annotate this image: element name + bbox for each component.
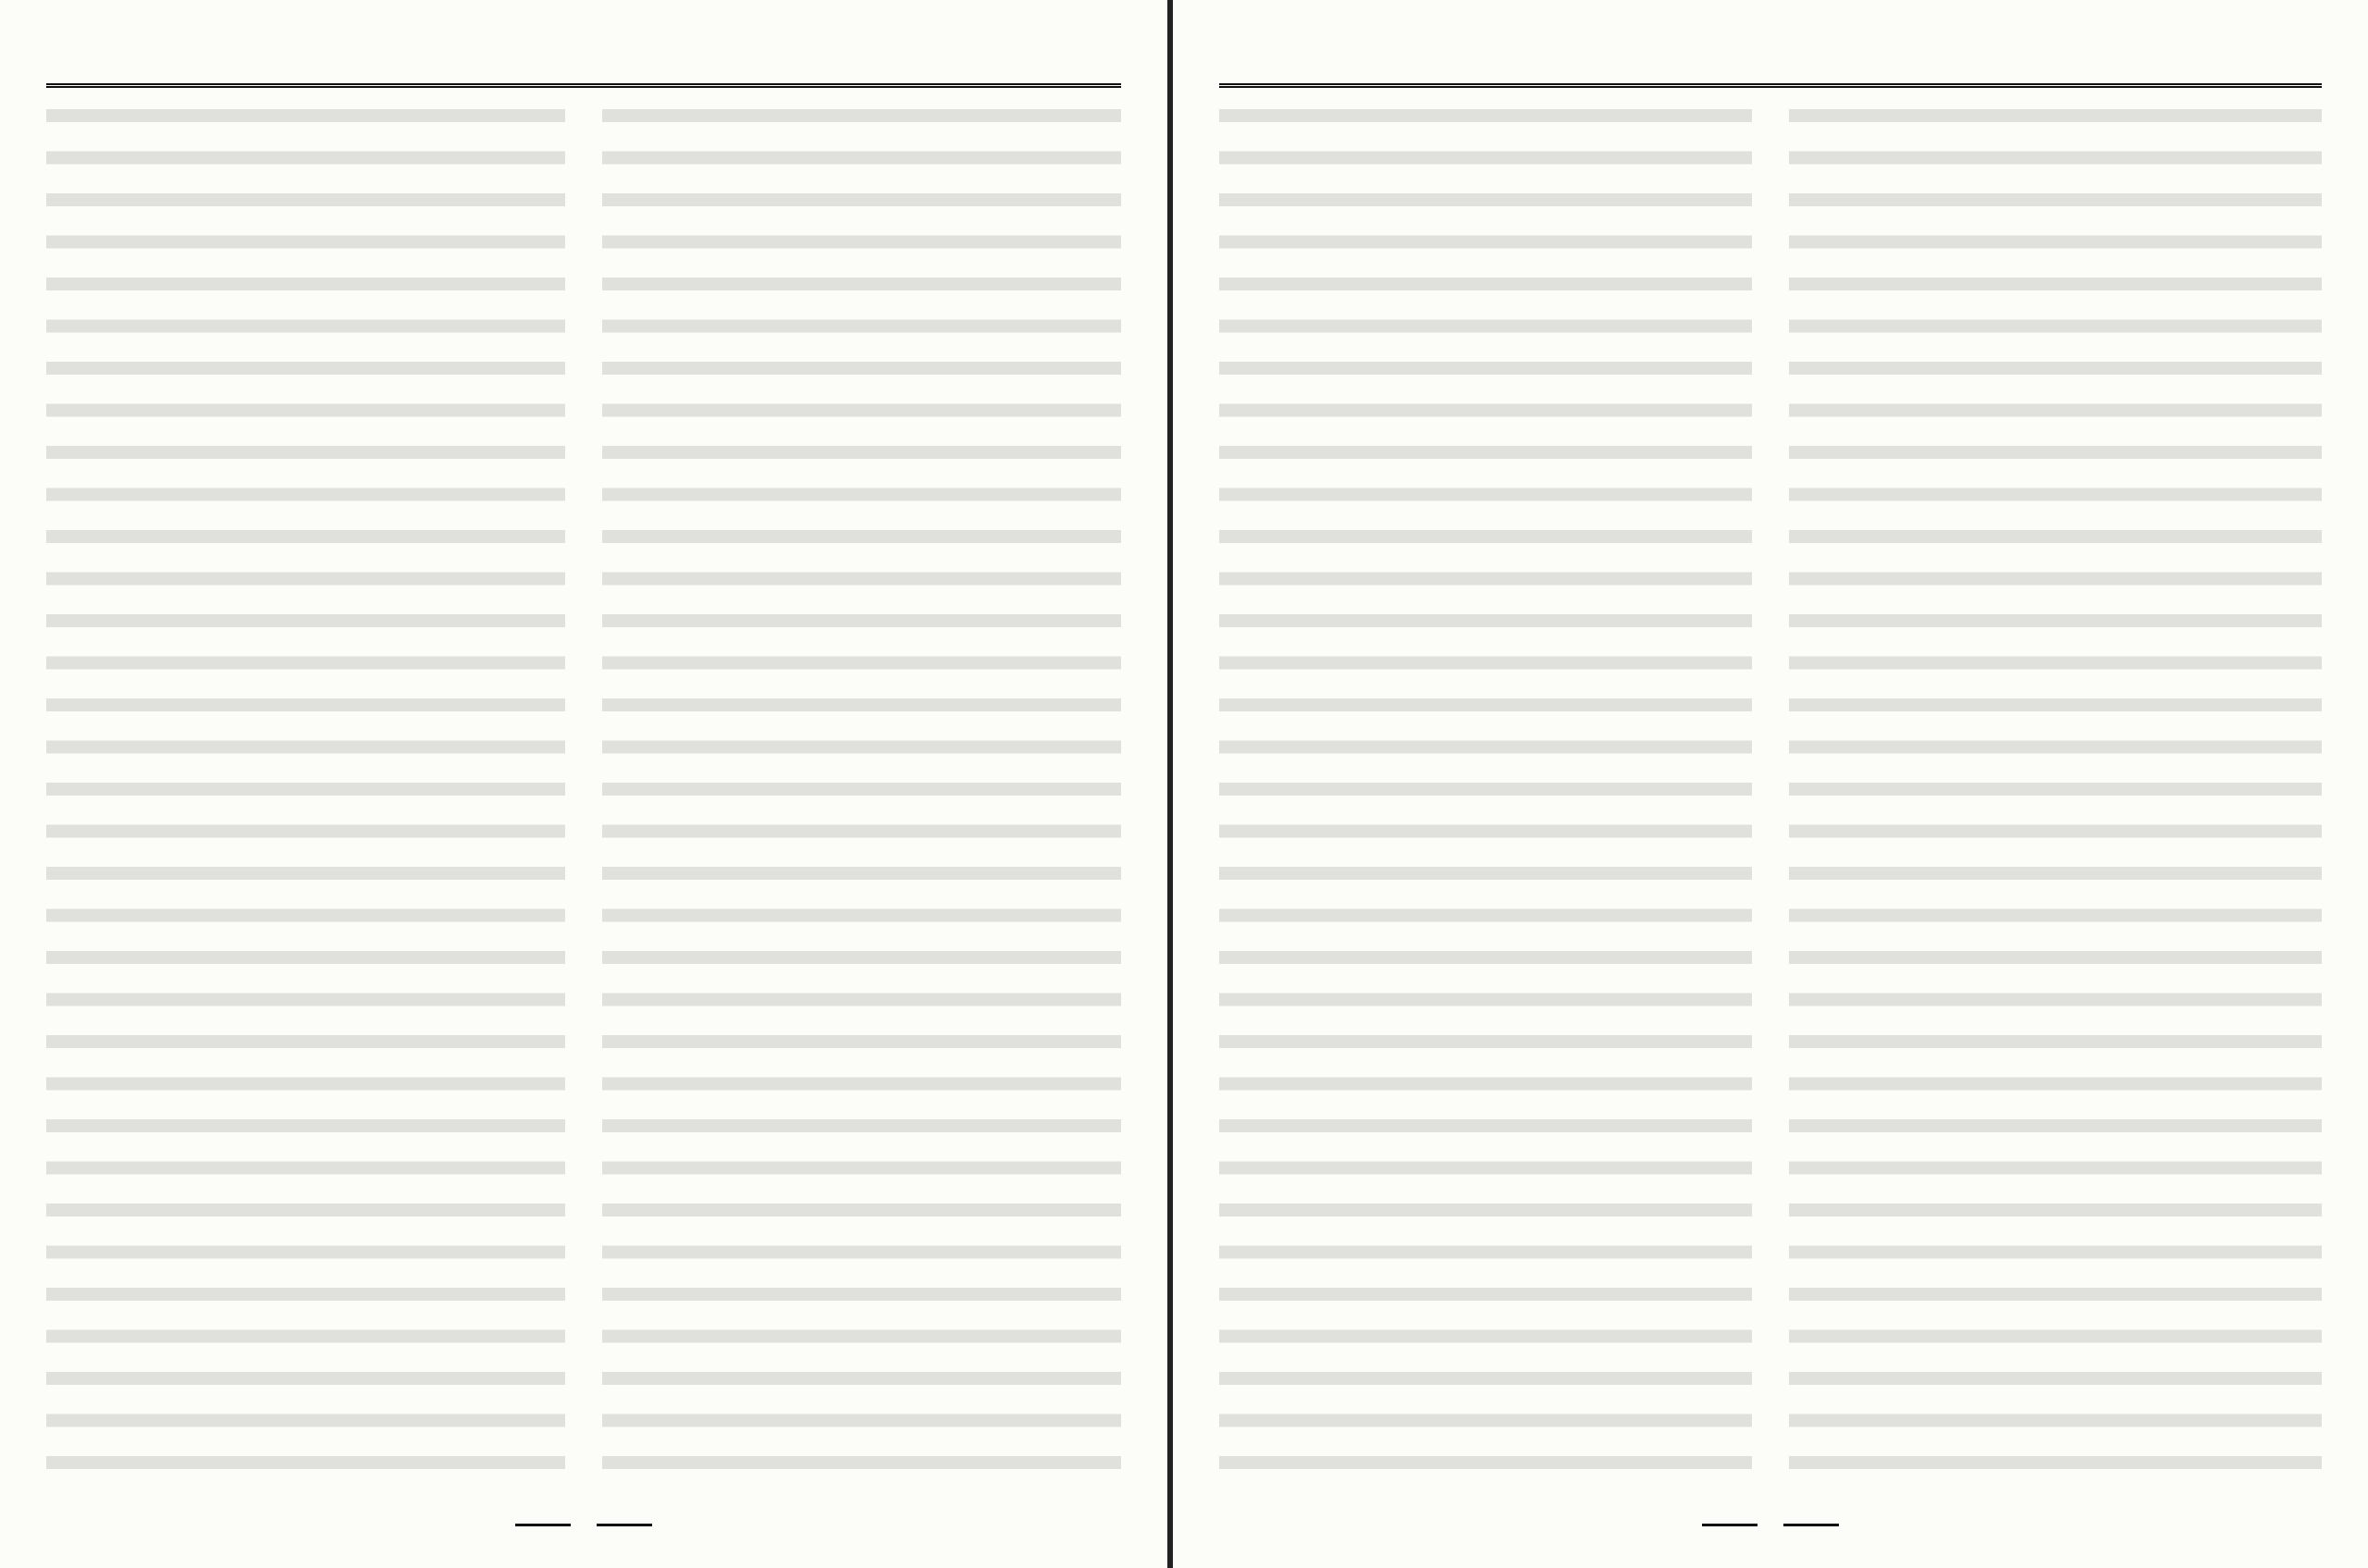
page-header <box>1219 26 2322 88</box>
unreadable-text-placeholder <box>1789 96 2322 1488</box>
text-column-left <box>1219 96 1752 1488</box>
unreadable-text-placeholder <box>46 96 565 1488</box>
footer-rule <box>515 1524 571 1526</box>
footer-rule <box>1702 1524 1758 1526</box>
text-columns <box>46 96 1121 1488</box>
text-column-right <box>602 96 1121 1488</box>
text-columns <box>1219 96 2322 1488</box>
footer-rule <box>1783 1524 1839 1526</box>
unreadable-text-placeholder <box>602 96 1121 1488</box>
text-column-left <box>46 96 565 1488</box>
unreadable-text-placeholder <box>1219 96 1752 1488</box>
page-footer <box>0 1510 1167 1537</box>
right-page <box>1173 0 2368 1568</box>
page-header <box>46 26 1121 88</box>
page-footer <box>1173 1510 2368 1537</box>
text-column-right <box>1789 96 2322 1488</box>
left-page <box>0 0 1173 1568</box>
footer-rule <box>597 1524 652 1526</box>
